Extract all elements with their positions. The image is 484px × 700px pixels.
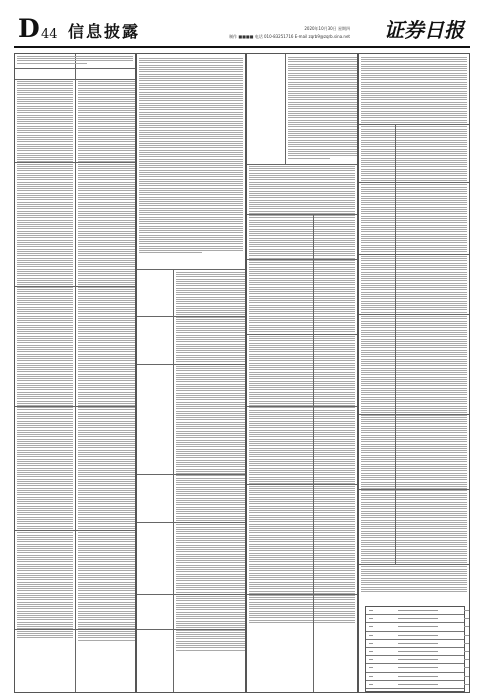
column-2: [136, 53, 246, 693]
table-row: [366, 673, 464, 681]
section-letter: D: [18, 14, 40, 43]
brand-logo: [382, 15, 468, 43]
summary-table: [365, 606, 465, 692]
table-row: [366, 648, 464, 656]
text-block: [15, 56, 135, 65]
page-number: 44: [41, 27, 58, 42]
masthead-rule: [14, 46, 470, 48]
column-4: [358, 53, 470, 693]
text-block: [359, 57, 469, 593]
text-block: [76, 81, 136, 642]
table-row: [366, 632, 464, 640]
text-block: [15, 81, 75, 640]
table-row: [366, 615, 464, 623]
masthead: [14, 10, 470, 50]
column-1: [14, 53, 136, 693]
table-row: [366, 640, 464, 648]
text-block: [247, 166, 357, 624]
announcement-page: [14, 53, 470, 693]
text-block: [286, 57, 358, 160]
issue-date: 2020年10月30日 星期四: [304, 26, 350, 31]
section-title: 信息披露: [68, 22, 141, 41]
text-block: [137, 58, 245, 255]
editor-line: 制作 ■■■■ 电话 010-83251716 E-mail zqrb9@zqrb.sina.net: [229, 34, 350, 39]
brand-logo-text: 证券日报: [384, 18, 464, 42]
table-row: [366, 681, 464, 689]
table-row: [366, 607, 464, 615]
table-row: [366, 623, 464, 631]
table-row: [366, 664, 464, 672]
column-3: [246, 53, 358, 693]
table-row: [366, 656, 464, 664]
